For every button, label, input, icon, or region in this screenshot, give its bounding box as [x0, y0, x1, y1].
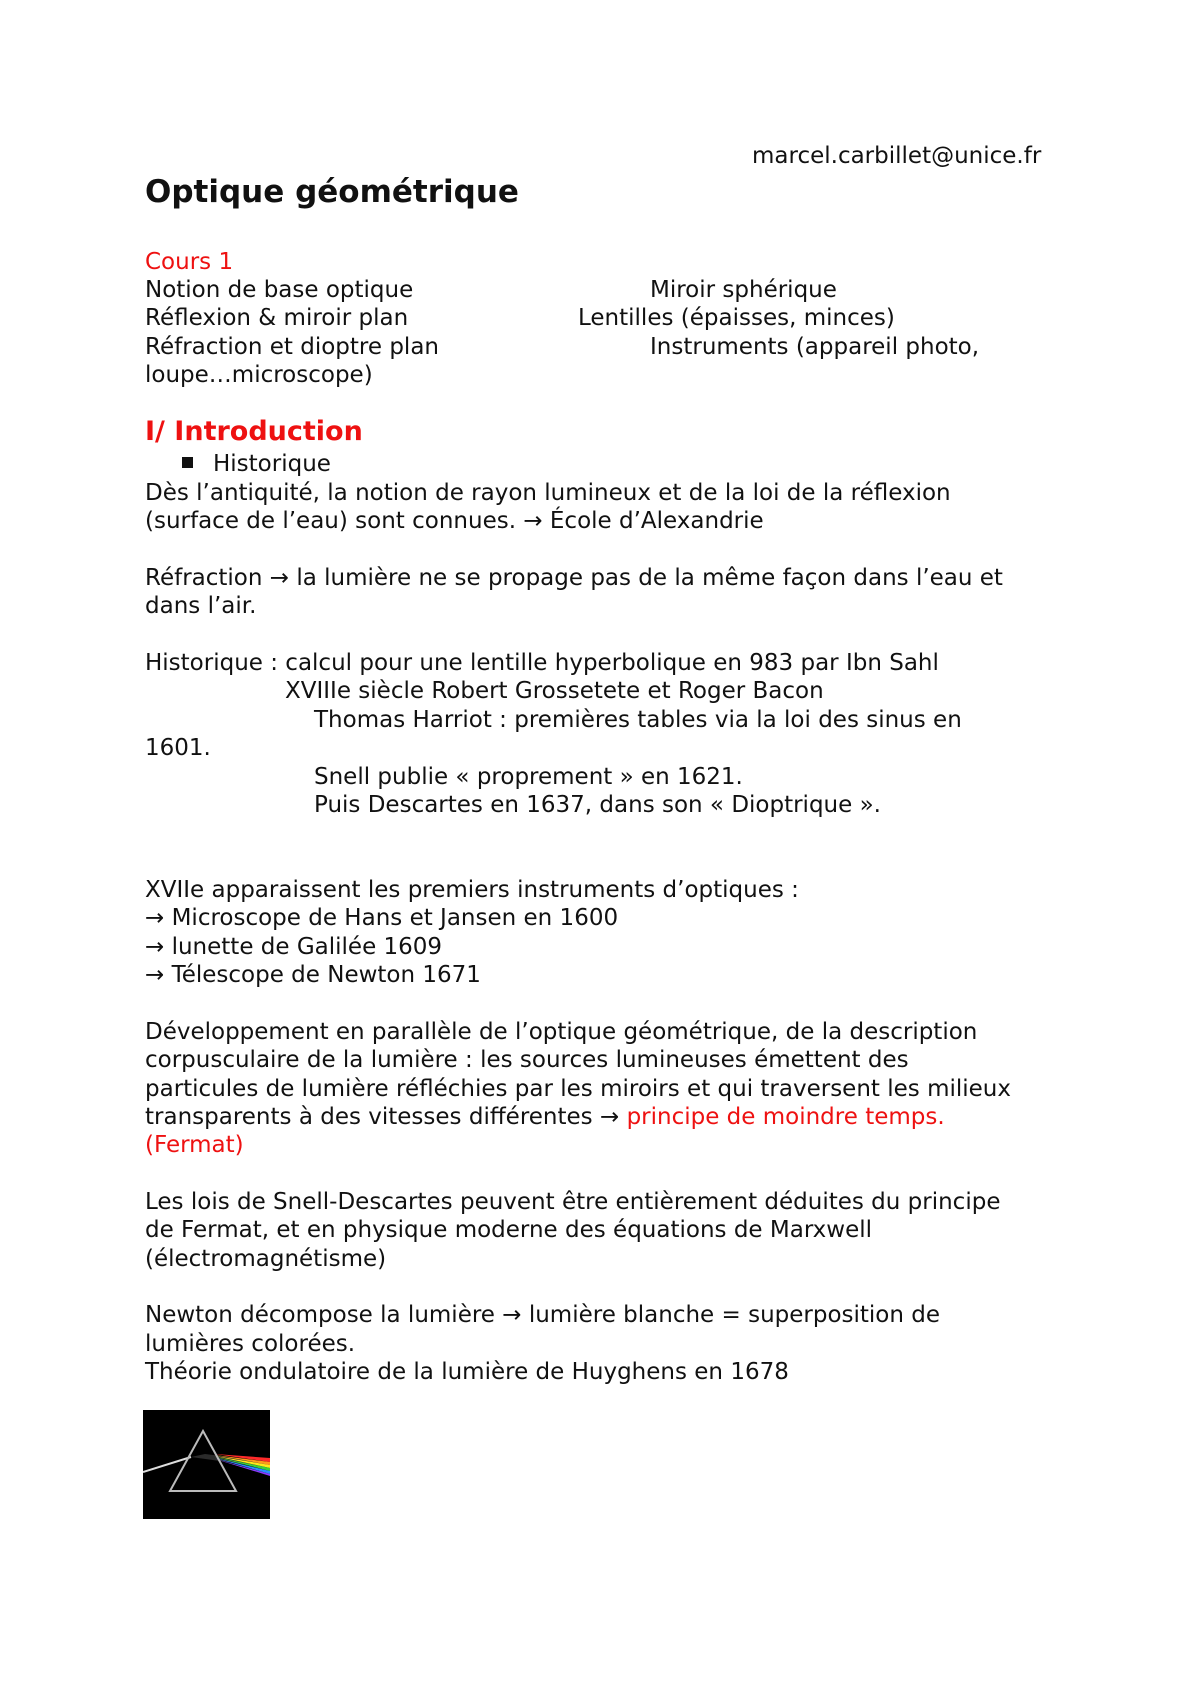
- paragraph-line: lumières colorées.: [145, 1331, 356, 1357]
- paragraph-line: (électromagnétisme): [145, 1246, 387, 1272]
- history-line: Puis Descartes en 1637, dans son « Dioptrique ».: [314, 792, 881, 818]
- square-bullet-icon: [182, 457, 193, 468]
- course-label: Cours 1: [145, 249, 234, 275]
- paragraph-line: Réfraction → la lumière ne se propage pas de la même façon dans l’eau et: [145, 565, 1003, 591]
- course-item-left: Réflexion & miroir plan: [145, 305, 409, 331]
- course-item-wrap: loupe…microscope): [145, 362, 373, 388]
- list-item: → Télescope de Newton 1671: [145, 962, 481, 988]
- course-item-right: Miroir sphérique: [650, 277, 837, 303]
- paragraph-line: Newton décompose la lumière → lumière blanche = superposition de: [145, 1302, 941, 1328]
- course-item-left: Notion de base optique: [145, 277, 414, 303]
- author-email: marcel.carbillet@unice.fr: [752, 143, 1042, 169]
- history-line: 1601.: [145, 735, 211, 761]
- section-heading: I/ Introduction: [145, 416, 363, 447]
- paragraph-line: [145, 1103, 945, 1131]
- paragraph-line: corpusculaire de la lumière : les sources lumineuses émettent des: [145, 1047, 909, 1073]
- history-line: Historique : calcul pour une lentille hyperbolique en 983 par Ibn Sahl: [145, 650, 939, 676]
- bullet-label: Historique: [213, 451, 331, 477]
- history-line: Snell publie « proprement » en 1621.: [314, 764, 743, 790]
- highlight-text: principe de moindre temps.: [626, 1104, 945, 1130]
- history-line: Thomas Harriot : premières tables via la loi des sinus en: [314, 707, 962, 733]
- course-item-right: Lentilles (épaisses, minces): [578, 305, 895, 331]
- highlight-text: (Fermat): [145, 1132, 244, 1158]
- paragraph-line: XVIIe apparaissent les premiers instruments d’optiques :: [145, 877, 799, 903]
- list-item: → lunette de Galilée 1609: [145, 934, 443, 960]
- paragraph-line: Développement en parallèle de l’optique géométrique, de la description: [145, 1019, 978, 1045]
- bullet-item: [182, 450, 331, 478]
- history-line: XVIIIe siècle Robert Grossetete et Roger Bacon: [285, 678, 824, 704]
- list-item: → Microscope de Hans et Jansen en 1600: [145, 905, 619, 931]
- paragraph-line: de Fermat, et en physique moderne des équations de Marxwell: [145, 1217, 873, 1243]
- plain-text: transparents à des vitesses différentes →: [145, 1104, 627, 1130]
- paragraph-line: Théorie ondulatoire de la lumière de Huyghens en 1678: [145, 1359, 789, 1385]
- paragraph-line: Dès l’antiquité, la notion de rayon lumineux et de la loi de la réflexion: [145, 480, 951, 506]
- page-title: Optique géométrique: [145, 174, 519, 210]
- course-item-right: Instruments (appareil photo,: [650, 334, 980, 360]
- paragraph-line: particules de lumière réfléchies par les miroirs et qui traversent les milieux: [145, 1076, 1011, 1102]
- paragraph-line: Les lois de Snell-Descartes peuvent être entièrement déduites du principe: [145, 1189, 1001, 1215]
- paragraph-line: dans l’air.: [145, 593, 257, 619]
- course-item-left: Réfraction et dioptre plan: [145, 334, 439, 360]
- prism-dispersion-icon: [143, 1410, 270, 1519]
- paragraph-line: (surface de l’eau) sont connues. → École d’Alexandrie: [145, 508, 764, 534]
